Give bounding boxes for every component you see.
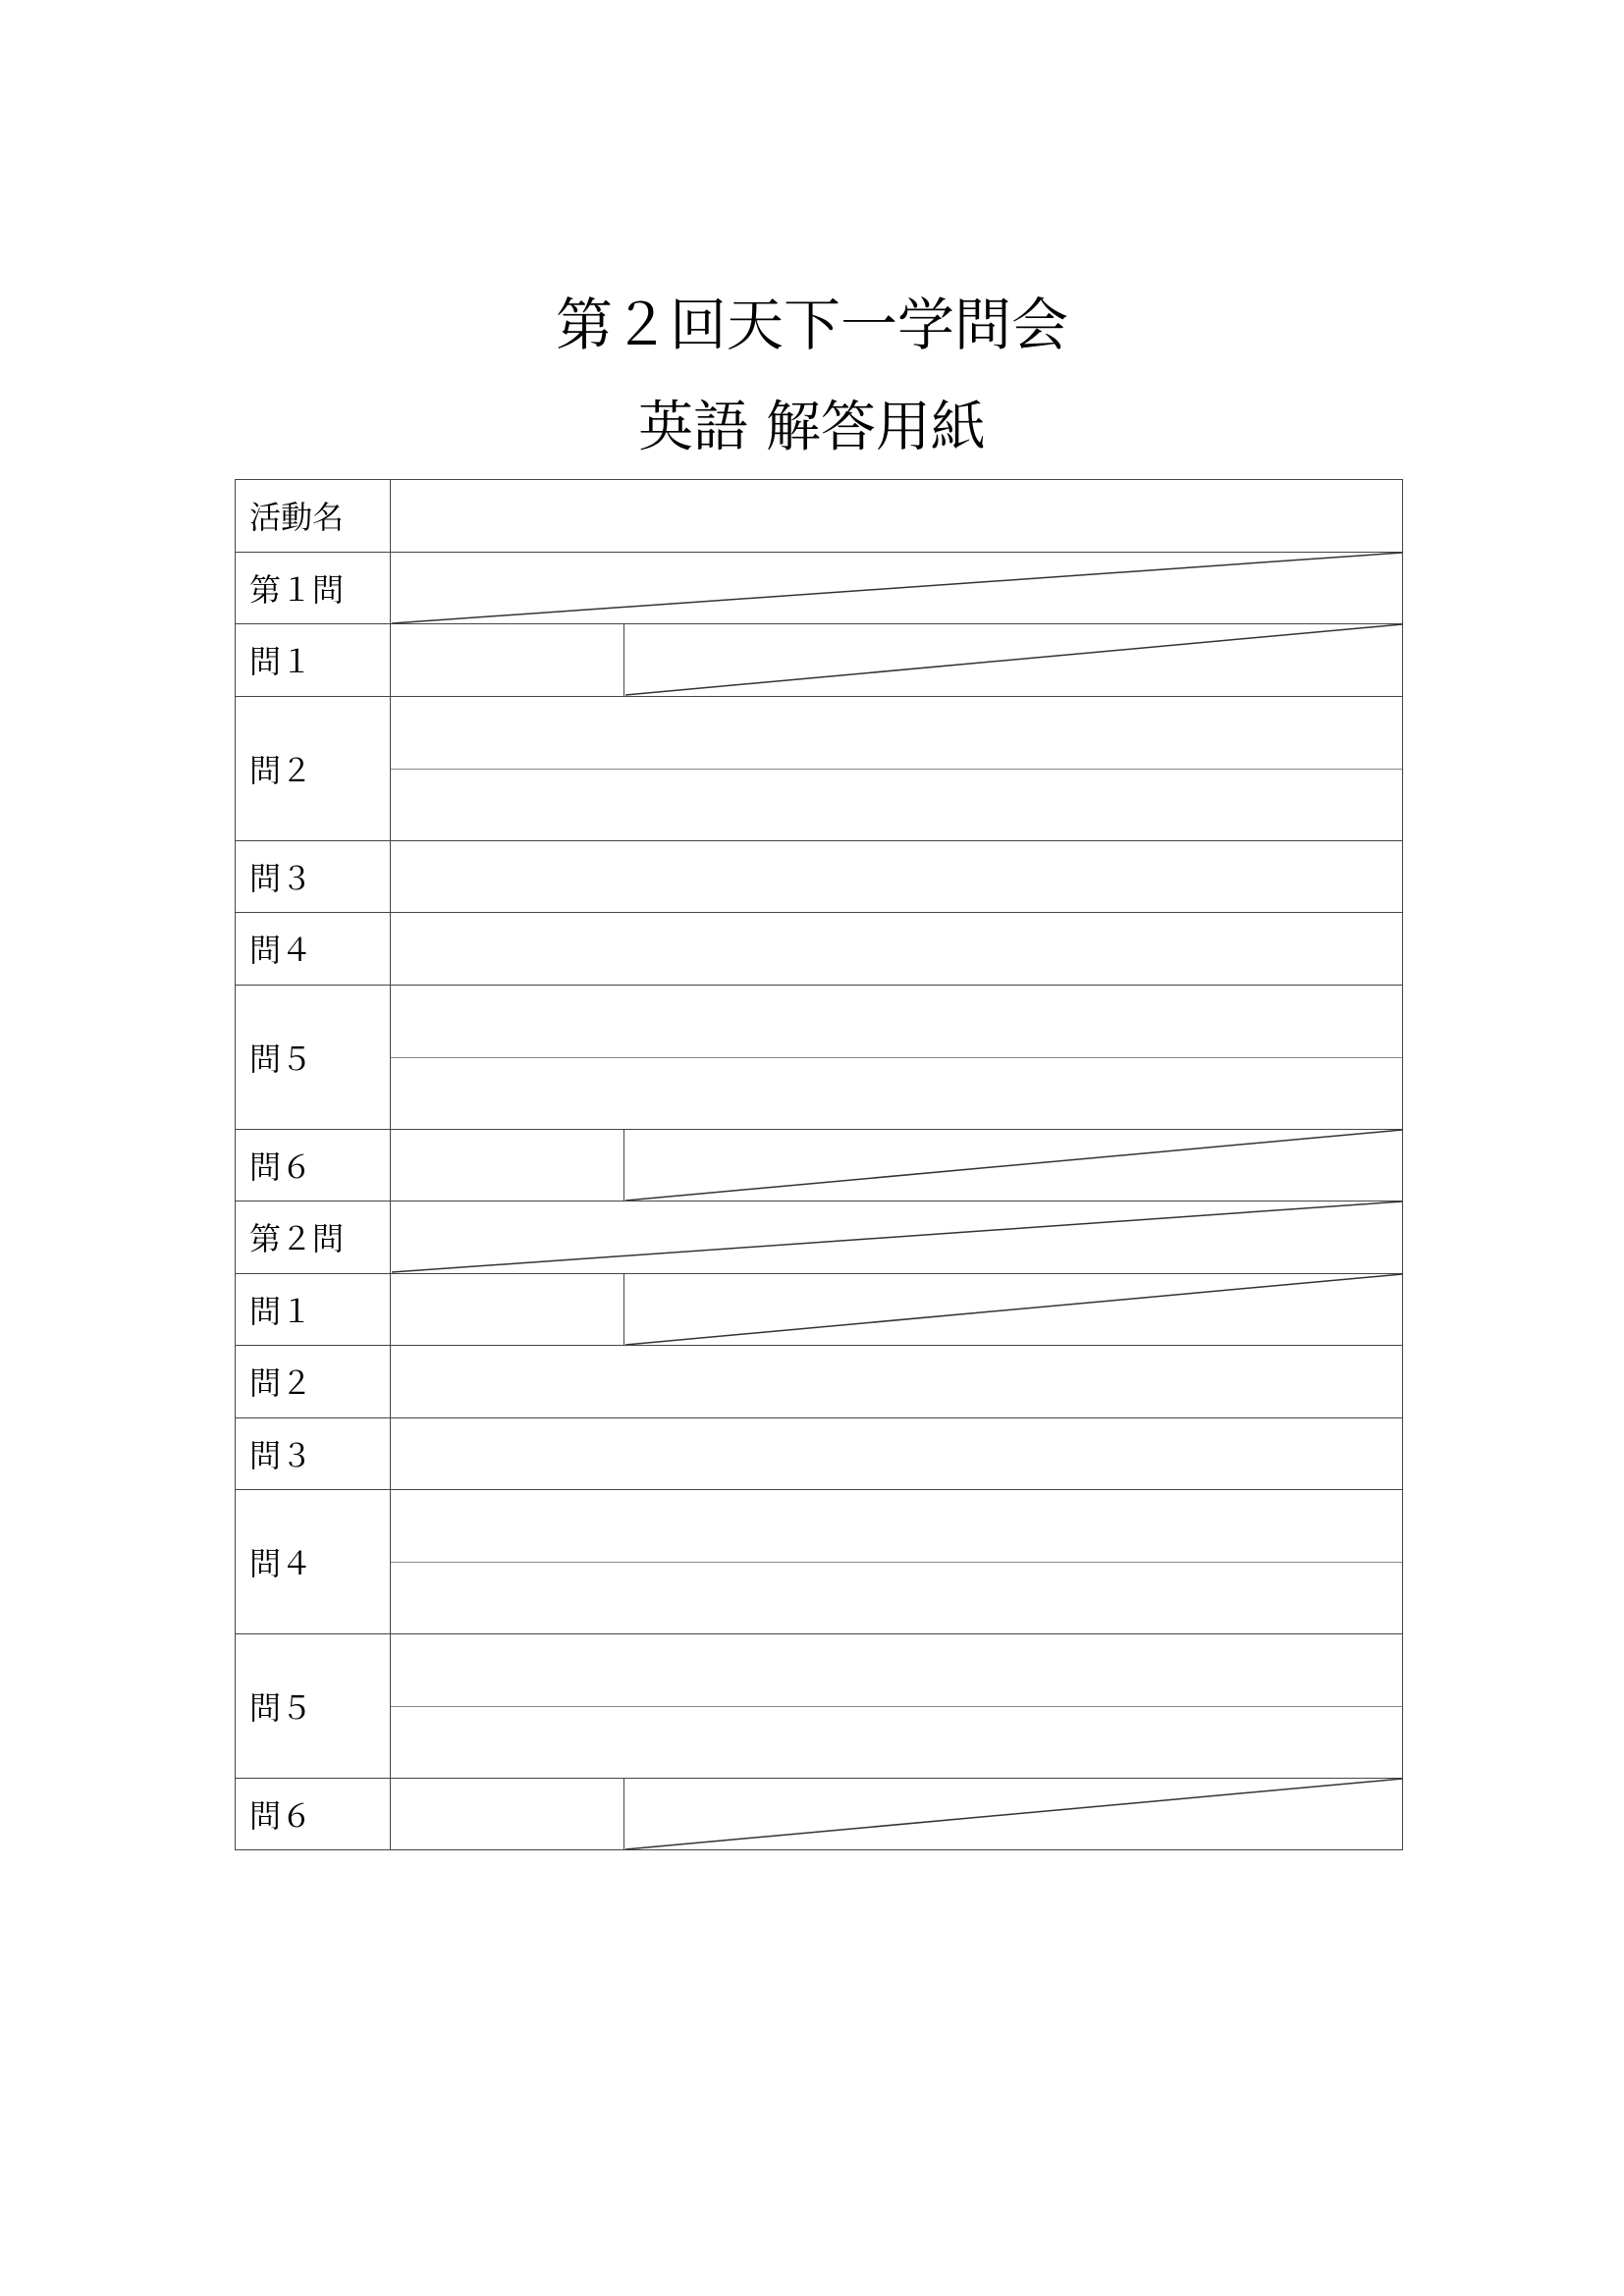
row-label: 問４ <box>236 1490 391 1633</box>
line-divider <box>391 1057 1402 1058</box>
table-row <box>235 1345 1403 1417</box>
row-label: 問３ <box>236 841 391 913</box>
answer-field-short[interactable] <box>391 624 1402 696</box>
answer-field-two-lines[interactable] <box>391 1634 1402 1778</box>
answer-sheet-table <box>235 479 1403 1850</box>
section-slash <box>392 1201 1402 1272</box>
table-row <box>235 840 1403 913</box>
answer-field-short[interactable] <box>391 1274 1402 1346</box>
line-divider <box>391 1562 1402 1563</box>
table-row <box>235 912 1403 985</box>
diagonal-line <box>625 1274 1402 1345</box>
row-label: 問５ <box>236 986 391 1129</box>
row-label: 問４ <box>236 913 391 985</box>
diagonal-line <box>625 1779 1402 1849</box>
row-label: 問６ <box>236 1130 391 1201</box>
answer-box[interactable] <box>391 1779 624 1849</box>
diagonal-line <box>392 553 1402 623</box>
row-label: 活動名 <box>236 480 391 552</box>
page-title: 第２回天下一学問会 <box>555 292 1068 358</box>
answer-box[interactable] <box>391 624 624 696</box>
table-row <box>235 1417 1403 1490</box>
crossed-out-area <box>625 1274 1402 1345</box>
row-label: 第２問 <box>236 1201 391 1273</box>
answer-field[interactable] <box>391 480 1402 552</box>
row-label: 第１問 <box>236 553 391 624</box>
table-row <box>235 696 1403 840</box>
row-label: 問３ <box>236 1418 391 1490</box>
diagonal-line <box>625 1130 1402 1201</box>
row-label: 問２ <box>236 697 391 840</box>
line-divider <box>391 769 1402 770</box>
row-label: 問６ <box>236 1779 391 1849</box>
crossed-out-area <box>625 1130 1402 1201</box>
table-row <box>235 479 1403 552</box>
diagonal-line <box>625 624 1402 695</box>
page-subtitle: 英語 解答用紙 <box>638 396 986 459</box>
table-row <box>235 1273 1403 1346</box>
section-crossed-field <box>391 553 1402 624</box>
section-slash <box>392 553 1402 623</box>
table-row <box>235 985 1403 1129</box>
row-label: 問１ <box>236 1274 391 1346</box>
row-label: 問１ <box>236 624 391 696</box>
table-row <box>235 1778 1403 1850</box>
answer-field[interactable] <box>391 841 1402 913</box>
row-label: 問５ <box>236 1634 391 1778</box>
crossed-out-area <box>625 1779 1402 1849</box>
answer-box[interactable] <box>391 1274 624 1346</box>
answer-field-short[interactable] <box>391 1130 1402 1201</box>
table-row <box>235 1129 1403 1201</box>
answer-field-short[interactable] <box>391 1779 1402 1849</box>
table-row <box>235 1201 1403 1273</box>
table-row <box>235 552 1403 624</box>
answer-field-two-lines[interactable] <box>391 697 1402 840</box>
answer-field[interactable] <box>391 913 1402 985</box>
answer-field-two-lines[interactable] <box>391 986 1402 1129</box>
diagonal-line <box>392 1201 1402 1272</box>
answer-field[interactable] <box>391 1346 1402 1417</box>
answer-field-two-lines[interactable] <box>391 1490 1402 1633</box>
answer-field[interactable] <box>391 1418 1402 1490</box>
table-row <box>235 623 1403 696</box>
line-divider <box>391 1706 1402 1707</box>
section-crossed-field <box>391 1201 1402 1273</box>
answer-box[interactable] <box>391 1130 624 1201</box>
crossed-out-area <box>625 624 1402 695</box>
row-label: 問２ <box>236 1346 391 1417</box>
table-row <box>235 1489 1403 1633</box>
table-row <box>235 1633 1403 1778</box>
